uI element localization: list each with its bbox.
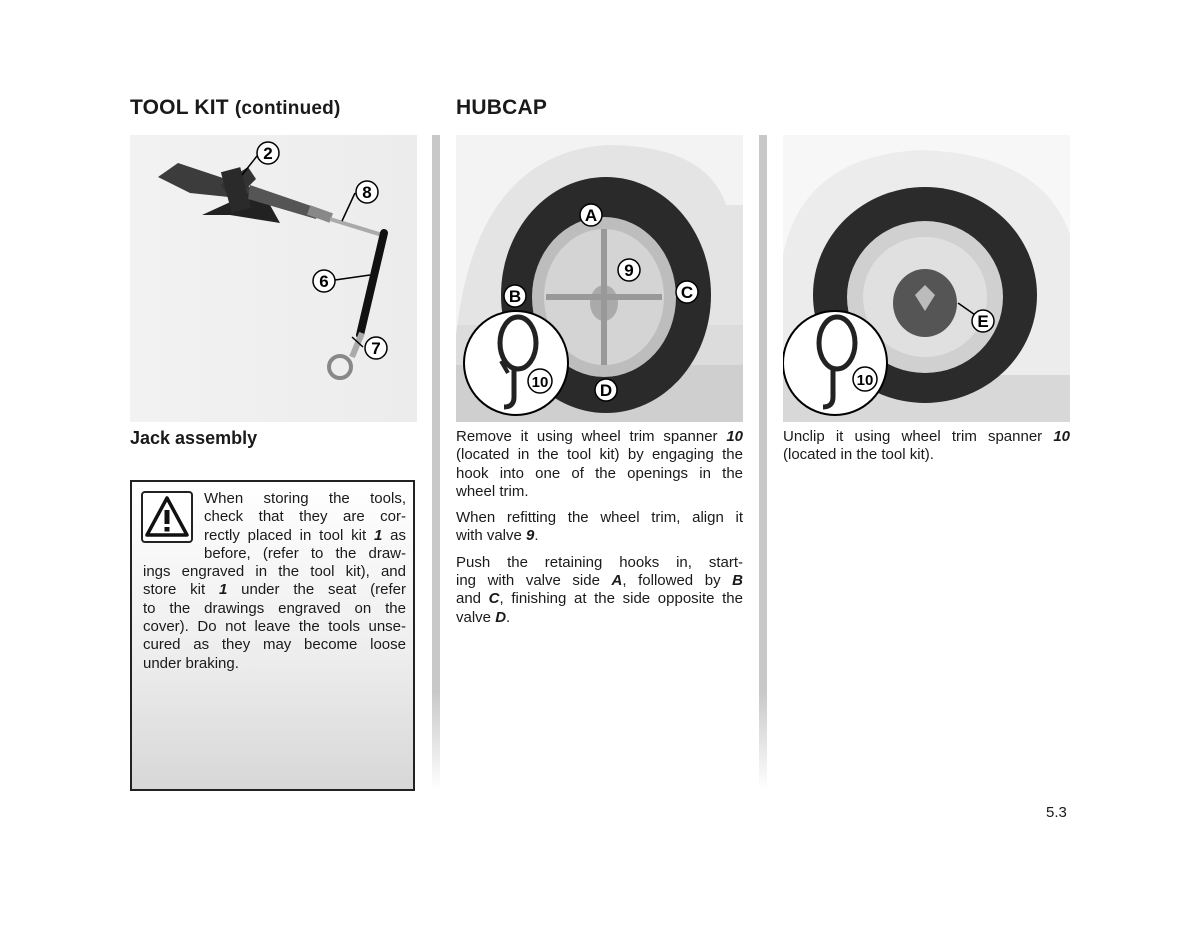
reference-marker: 10 <box>726 428 743 445</box>
instruction-paragraph <box>456 509 743 546</box>
svg-text:B: B <box>508 287 522 306</box>
callout-7 <box>365 337 387 359</box>
warning-line: check that they are cor- <box>204 508 406 526</box>
column-divider-right <box>759 135 767 790</box>
title-suffix: (continued) <box>234 98 341 119</box>
text-line: Unclip it using wheel trim spanner 10 <box>783 428 1070 445</box>
jack-assembly-heading: Jack assembly <box>130 428 258 448</box>
callout-A <box>580 204 602 226</box>
text-line: When refitting the wheel trim, align it <box>456 509 743 527</box>
callout-C <box>676 281 698 303</box>
svg-text:A: A <box>584 206 598 225</box>
text-line: Remove it using wheel trim spanner 10 <box>456 428 743 445</box>
steel-wheel-instructions <box>783 428 1070 473</box>
callout-E <box>972 310 994 332</box>
svg-text:D: D <box>599 381 613 400</box>
text-line: (located in the tool kit). <box>783 446 934 464</box>
svg-text:9: 9 <box>624 261 634 280</box>
page-title-hubcap: HUBCAP <box>456 96 548 119</box>
warning-line: rectly placed in tool kit 1 as <box>204 526 406 544</box>
warning-line: store kit 1 under the seat (refer <box>143 581 406 599</box>
reference-marker: B <box>732 572 743 590</box>
warning-box <box>130 480 415 791</box>
svg-text:8: 8 <box>362 183 372 202</box>
reference-marker: 9 <box>526 527 535 545</box>
hubcap-photo <box>456 135 743 422</box>
callout-2 <box>257 142 279 164</box>
warning-line: cured as they may become loose <box>143 636 406 654</box>
steel-wheel-photo <box>783 135 1070 422</box>
text-line: wheel trim. <box>456 482 529 500</box>
column-divider-left <box>432 135 440 790</box>
warning-line: under braking. <box>143 654 239 672</box>
reference-marker: 1 <box>218 581 228 599</box>
reference-marker: A <box>611 572 623 590</box>
callout-10 <box>853 367 877 391</box>
reference-marker: D <box>495 608 507 626</box>
title-main: TOOL KIT <box>130 96 229 119</box>
jack-assembly-photo <box>130 135 417 422</box>
text-line: ing with valve side A, followed by B <box>456 572 743 590</box>
svg-text:6: 6 <box>319 272 329 291</box>
warning-line: to the drawings engraved on the <box>143 599 406 617</box>
page-title-tool-kit <box>130 96 341 120</box>
svg-text:2: 2 <box>263 144 273 163</box>
instruction-paragraph <box>456 428 743 501</box>
instruction-paragraph <box>783 428 1070 465</box>
svg-text:10: 10 <box>531 374 549 391</box>
reference-marker: 10 <box>1053 428 1070 445</box>
hubcap-removal-instructions <box>456 428 743 635</box>
callout-10 <box>528 369 552 393</box>
callout-B <box>504 285 526 307</box>
instruction-paragraph <box>456 554 743 627</box>
callout-D <box>595 379 617 401</box>
text-line: valve D. <box>456 608 511 626</box>
callout-9 <box>618 259 640 281</box>
warning-line: When storing the tools, <box>204 490 406 507</box>
svg-text:7: 7 <box>371 339 381 358</box>
warning-line: ings engraved in the tool kit), and <box>143 563 406 581</box>
text-line: and C, finishing at the side opposite the <box>456 590 743 608</box>
text-line: hook into one of the openings in the <box>456 464 743 482</box>
callout-6 <box>313 270 335 292</box>
svg-text:E: E <box>977 312 989 331</box>
warning-line: before, (refer to the draw- <box>204 544 406 562</box>
text-line: (located in the tool kit) by engaging the <box>456 446 743 464</box>
callout-8 <box>356 181 378 203</box>
warning-line: cover). Do not leave the tools unse- <box>143 618 406 636</box>
warning-text <box>143 490 406 673</box>
page-number: 5.3 <box>1046 804 1067 821</box>
text-line: with valve 9. <box>456 527 539 545</box>
text-line: Push the retaining hooks in, start- <box>456 553 743 571</box>
reference-marker: C <box>488 590 500 608</box>
reference-marker: 1 <box>373 526 383 544</box>
svg-text:10: 10 <box>856 372 874 389</box>
svg-text:C: C <box>680 283 694 302</box>
